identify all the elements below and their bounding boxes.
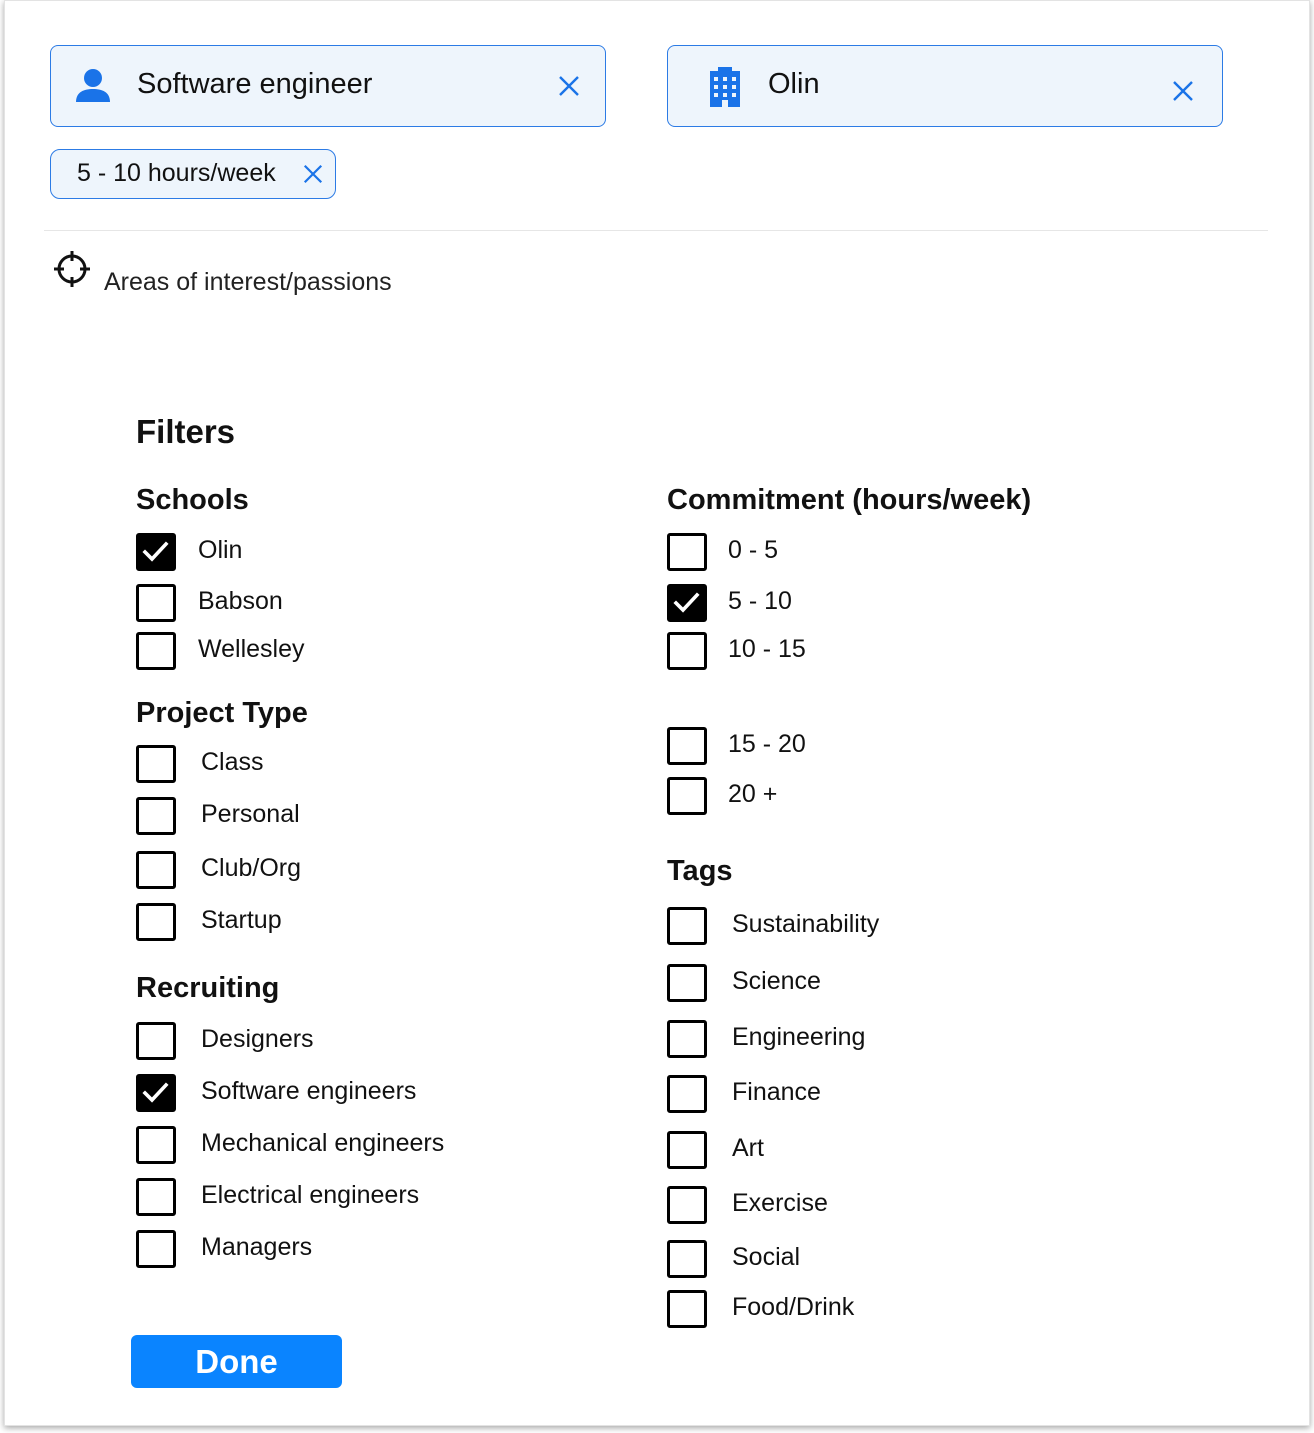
building-icon bbox=[708, 67, 742, 112]
close-icon[interactable] bbox=[302, 163, 324, 190]
hours-chip[interactable] bbox=[50, 149, 336, 199]
checkbox-label: Food/Drink bbox=[732, 1293, 855, 1321]
checkbox[interactable] bbox=[136, 1074, 176, 1112]
checkbox-label: Engineering bbox=[732, 1023, 866, 1051]
close-icon[interactable] bbox=[557, 74, 581, 103]
checkbox[interactable] bbox=[667, 1240, 707, 1278]
checkbox-label: Olin bbox=[198, 536, 243, 564]
checkbox[interactable] bbox=[136, 1178, 176, 1216]
check-icon bbox=[142, 1080, 169, 1105]
check-icon bbox=[142, 539, 169, 564]
checkbox[interactable] bbox=[667, 1020, 707, 1058]
checkbox-label: Sustainability bbox=[732, 910, 880, 938]
checkbox[interactable] bbox=[667, 632, 707, 670]
checkbox[interactable] bbox=[136, 797, 176, 835]
role-chip[interactable] bbox=[50, 45, 606, 127]
schools-title: Schools bbox=[136, 484, 249, 516]
checkbox[interactable] bbox=[136, 745, 176, 783]
checkbox[interactable] bbox=[136, 1022, 176, 1060]
checkbox-label: 10 - 15 bbox=[728, 635, 806, 663]
checkbox-label: Club/Org bbox=[201, 854, 302, 882]
filters-title: Filters bbox=[136, 413, 236, 450]
close-icon[interactable] bbox=[1171, 79, 1195, 108]
role-chip-label: Software engineer bbox=[137, 68, 373, 100]
checkbox-label: 15 - 20 bbox=[728, 730, 806, 758]
recruiting-title: Recruiting bbox=[136, 972, 280, 1004]
person-icon bbox=[75, 67, 111, 108]
checkbox-label: Designers bbox=[201, 1025, 314, 1053]
checkbox-label: Art bbox=[732, 1134, 764, 1162]
checkbox-label: Science bbox=[732, 967, 821, 995]
checkbox-label: Personal bbox=[201, 800, 300, 828]
checkbox[interactable] bbox=[667, 964, 707, 1002]
interest-input[interactable]: Areas of interest/passions bbox=[104, 268, 392, 296]
checkbox-label: Managers bbox=[201, 1233, 313, 1261]
checkbox[interactable] bbox=[667, 727, 707, 765]
checkbox[interactable] bbox=[667, 907, 707, 945]
school-chip-label: Olin bbox=[768, 68, 820, 100]
crosshair-icon bbox=[52, 249, 92, 294]
checkbox-label: 5 - 10 bbox=[728, 587, 792, 615]
checkbox[interactable] bbox=[667, 1186, 707, 1224]
commitment-title: Commitment (hours/week) bbox=[667, 484, 1032, 516]
checkbox[interactable] bbox=[667, 1075, 707, 1113]
checkbox[interactable] bbox=[136, 903, 176, 941]
checkbox[interactable] bbox=[136, 851, 176, 889]
checkbox[interactable] bbox=[667, 533, 707, 571]
checkbox-label: Software engineers bbox=[201, 1077, 417, 1105]
check-icon bbox=[673, 590, 700, 615]
checkbox-label: 0 - 5 bbox=[728, 536, 779, 564]
checkbox[interactable] bbox=[667, 777, 707, 815]
checkbox[interactable] bbox=[667, 1131, 707, 1169]
checkbox-label: Electrical engineers bbox=[201, 1181, 420, 1209]
checkbox[interactable] bbox=[136, 533, 176, 571]
checkbox[interactable] bbox=[136, 584, 176, 622]
divider bbox=[44, 230, 1268, 231]
checkbox[interactable] bbox=[136, 632, 176, 670]
done-button[interactable]: Done bbox=[131, 1335, 342, 1388]
checkbox-label: Wellesley bbox=[198, 635, 305, 663]
tags-title: Tags bbox=[667, 855, 733, 887]
checkbox-label: Startup bbox=[201, 906, 282, 934]
checkbox[interactable] bbox=[667, 1290, 707, 1328]
checkbox-label: Exercise bbox=[732, 1189, 828, 1217]
checkbox[interactable] bbox=[136, 1126, 176, 1164]
checkbox-label: Babson bbox=[198, 587, 283, 615]
school-chip[interactable] bbox=[667, 45, 1223, 127]
checkbox[interactable] bbox=[136, 1230, 176, 1268]
hours-chip-label: 5 - 10 hours/week bbox=[77, 159, 276, 187]
checkbox-label: Mechanical engineers bbox=[201, 1129, 445, 1157]
checkbox-label: 20 + bbox=[728, 780, 778, 808]
checkbox[interactable] bbox=[667, 584, 707, 622]
checkbox-label: Finance bbox=[732, 1078, 821, 1106]
checkbox-label: Class bbox=[201, 748, 264, 776]
checkbox-label: Social bbox=[732, 1243, 801, 1271]
project-type-title: Project Type bbox=[136, 697, 308, 729]
